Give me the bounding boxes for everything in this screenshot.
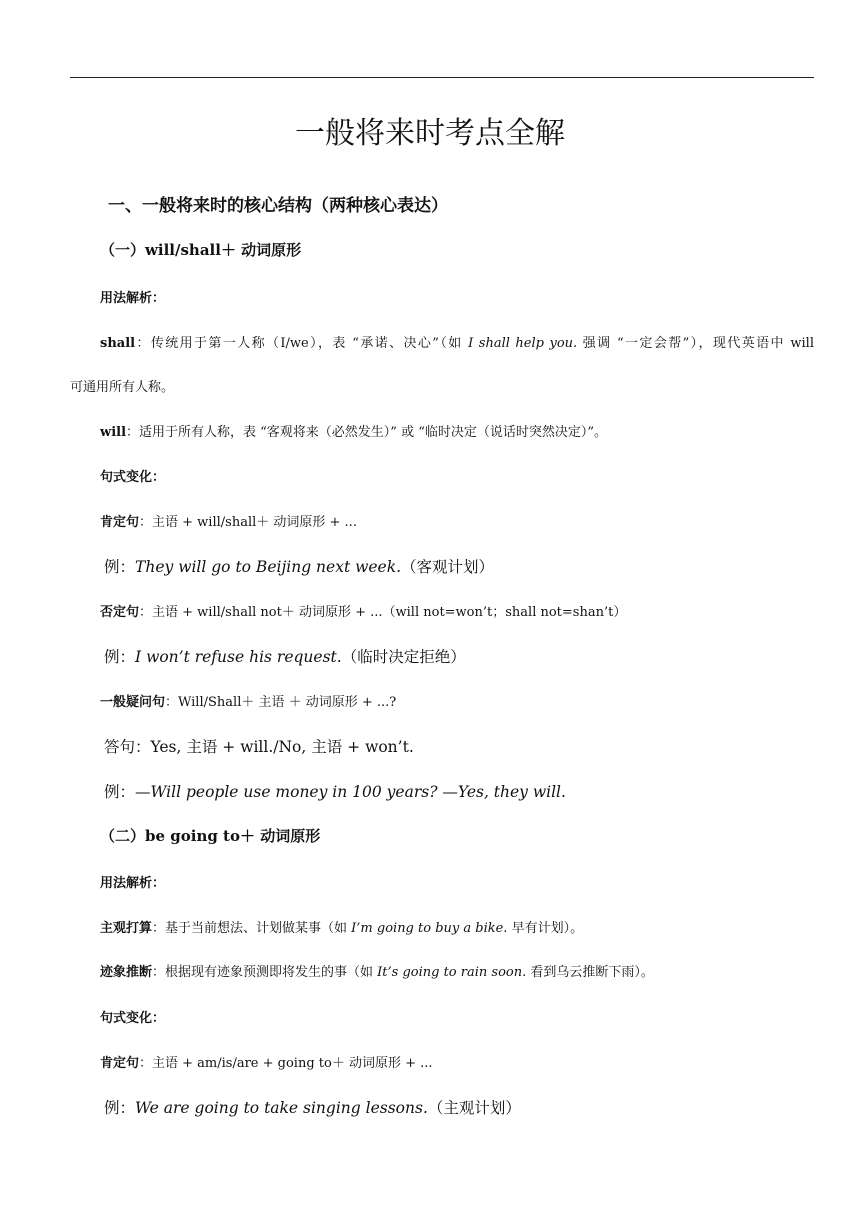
example-note: （临时决定拒绝）: [341, 648, 466, 666]
usage-label: 用法解析：: [100, 291, 166, 306]
example-sentence: We are going to take singing lessons.: [135, 1099, 428, 1117]
affirmative-rule: [100, 511, 357, 530]
negative-rule: [100, 601, 626, 620]
will-paragraph: [100, 421, 607, 440]
section-heading: 一、一般将来时的核心结构（两种核心表达）: [108, 196, 448, 216]
header-rule: [70, 77, 814, 78]
sign-inference-tail: 看到乌云推断下雨）。: [526, 965, 654, 980]
affirmative-example: [104, 555, 494, 577]
negative-example: [104, 645, 466, 667]
will-term: will: [100, 425, 127, 440]
affirmative-label: 肯定句: [100, 1056, 140, 1071]
question-text: ：Will/Shall＋ 主语 ＋ 动词原形 + ...?: [165, 695, 397, 710]
subjective-plan-paragraph: [100, 917, 583, 936]
shall-example: I shall help you.: [468, 336, 578, 351]
usage-label: 用法解析：: [100, 876, 166, 891]
example-label: 例：: [104, 783, 136, 801]
subjective-plan-example: I’m going to buy a bike.: [351, 921, 508, 936]
affirmative-label: 肯定句: [100, 515, 140, 530]
subjective-plan-label: 主观打算: [100, 921, 153, 936]
affirmative-text: ：主语 + will/shall＋ 动词原形 + ...: [139, 515, 357, 530]
subsection-heading: （一）will/shall＋ 动词原形: [100, 241, 302, 259]
shall-paragraph: [100, 332, 814, 351]
will-text: ：适用于所有人称，表 “客观将来（必然发生）” 或 “临时决定（说话时突然决定）”。: [126, 425, 607, 440]
example-sentence: They will go to Beijing next week.: [135, 558, 402, 576]
question-example: [104, 780, 566, 802]
example-note: （主观计划）: [427, 1099, 521, 1117]
sign-inference-label: 迹象推断: [100, 965, 153, 980]
question-rule: [100, 691, 396, 710]
shall-text-tail: 强调 “一定会帮”），现代英语中 will: [577, 336, 814, 351]
affirmative-text: ：主语 + am/is/are + going to＋ 动词原形 + ...: [139, 1056, 433, 1071]
page-title: 一般将来时考点全解: [295, 116, 565, 151]
subjective-plan-tail: 早有计划）。: [507, 921, 584, 936]
affirmative-example: [104, 1096, 521, 1118]
example-sentence: —Will people use money in 100 years? —Yes, they will.: [135, 783, 566, 801]
pattern-label: 句式变化：: [100, 470, 166, 485]
question-label: 一般疑问句: [100, 695, 166, 710]
shall-term: shall: [100, 336, 136, 351]
example-label: 例：: [104, 1099, 136, 1117]
negative-label: 否定句: [100, 605, 140, 620]
example-note: （客观计划）: [401, 558, 495, 576]
example-label: 例：: [104, 648, 136, 666]
sign-inference-example: It’s going to rain soon.: [377, 965, 527, 980]
example-sentence: I won’t refuse his request.: [135, 648, 342, 666]
shall-paragraph-continued: 可通用所有人称。: [70, 380, 175, 395]
sign-inference-paragraph: [100, 961, 654, 980]
affirmative-rule: [100, 1052, 433, 1071]
example-label: 例：: [104, 558, 136, 576]
subsection-heading: （二）be going to＋ 动词原形: [100, 827, 321, 845]
pattern-label: 句式变化：: [100, 1011, 166, 1026]
subjective-plan-text: ：基于当前想法、计划做某事（如: [152, 921, 352, 936]
shall-text: ：传统用于第一人称（I/we），表 “承诺、决心”（如: [135, 336, 469, 351]
answer-pattern: 答句：Yes, 主语 + will./No, 主语 + won’t.: [104, 738, 414, 756]
negative-text: ：主语 + will/shall not＋ 动词原形 + ...（will not=won’t；shall not=shan’t）: [139, 605, 627, 620]
sign-inference-text: ：根据现有迹象预测即将发生的事（如: [152, 965, 378, 980]
